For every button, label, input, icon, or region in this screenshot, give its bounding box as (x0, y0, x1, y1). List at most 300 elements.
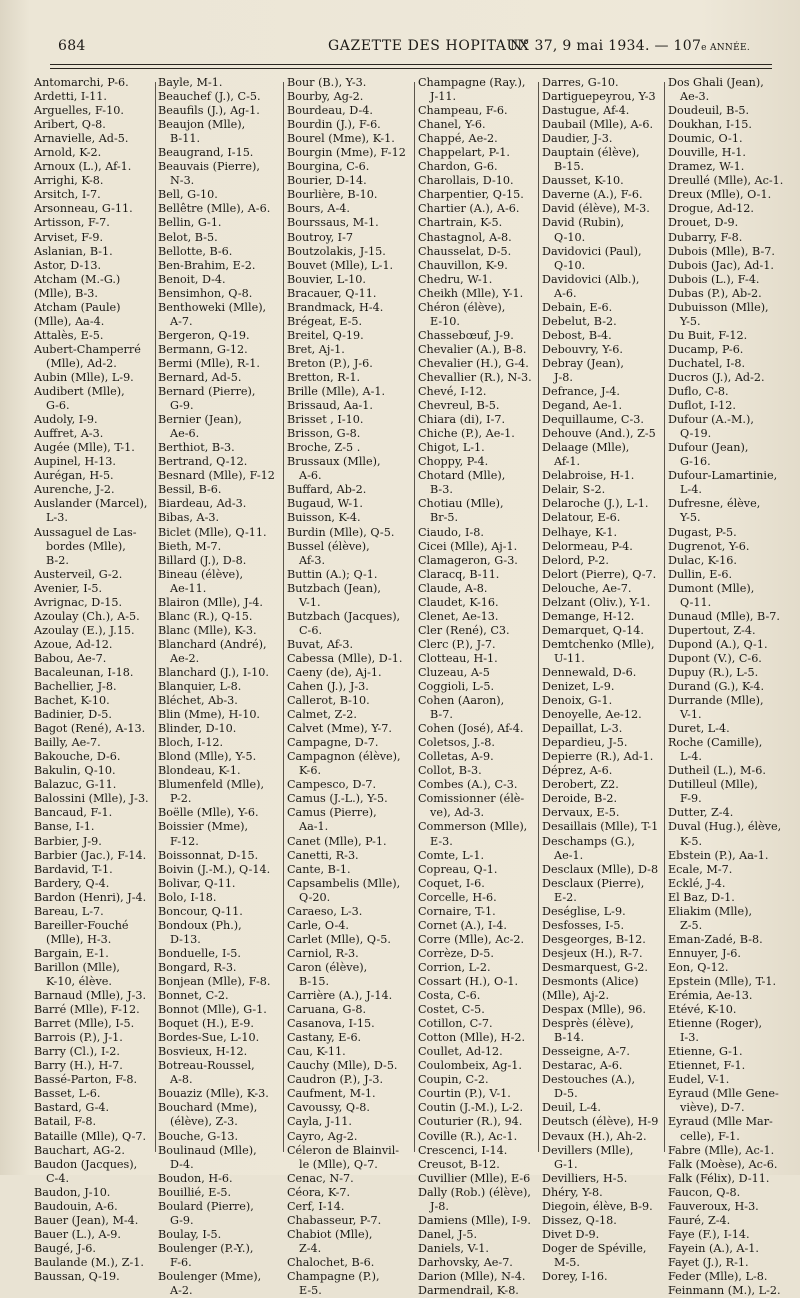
index-entry: Cluzeau, A-5 (418, 665, 490, 679)
index-entry: Brussaux (Mlle), (287, 455, 381, 469)
index-entry: Cante, B-1. (287, 862, 351, 876)
index-entry: Desjeux (H.), R-7. (542, 946, 643, 960)
index-entry: Deséglise, L-9. (542, 904, 626, 918)
index-entry: Choppy, P-4. (418, 455, 489, 469)
index-entry: (Mlle), H-3. (46, 932, 112, 946)
index-entry: Céleron de Blainvil- (287, 1143, 400, 1157)
index-entry: Atcham (M.-G.) (34, 272, 121, 286)
index-entry: Bouaziz (Mlle), K-3. (158, 1087, 269, 1101)
index-entry: Chauvillon, K-9. (418, 258, 508, 272)
index-entry: Bourby, Ag-2. (287, 90, 364, 104)
index-column-1 (34, 76, 152, 1283)
index-entry: Carrière (A.), J-14. (287, 989, 393, 1003)
index-entry: Dupont (V.), C-6. (668, 651, 762, 665)
index-entry: Blanc (R.), Q-15. (158, 609, 253, 623)
index-entry: Bell, G-10. (158, 188, 218, 202)
index-entry: Barbier, J-9. (34, 834, 102, 848)
index-entry: Faye (F.), I-14. (668, 1227, 750, 1241)
index-entry: Champagne (Ray.), (418, 76, 526, 89)
index-entry: Corcelle, H-6. (418, 890, 497, 904)
index-entry: Fauré, Z-4. (668, 1213, 731, 1227)
index-entry: Doudeuil, B-5. (668, 104, 750, 118)
index-entry: Bour (B.), Y-3. (287, 76, 367, 89)
index-entry: Castany, E-6. (287, 1031, 362, 1045)
index-entry: Y-5. (680, 511, 701, 525)
index-entry: Chevé, I-12. (418, 385, 487, 399)
index-entry: Campagnon (élève), (287, 750, 401, 764)
index-entry: Bonnot (Mlle), G-1. (158, 1003, 267, 1017)
index-entry: Dullin, E-6. (668, 567, 733, 581)
index-entry: Delzant (Oliv.), Y-1. (542, 595, 651, 609)
index-entry: P-2. (170, 792, 192, 806)
index-entry: Blumenfeld (Mlle), (158, 778, 265, 792)
index-entry: Brégeat, E-5. (287, 314, 363, 328)
index-entry: C-6. (299, 623, 323, 637)
index-entry: Eliakim (Mlle), (668, 904, 753, 918)
index-entry: Drogue, Ad-12. (668, 202, 754, 216)
index-entry: Cabessa (Mlle), D-1. (287, 651, 403, 665)
index-entry: Barry (Cl.), I-2. (34, 1045, 120, 1059)
index-entry: Dreullé (Mlle), Ac-1. (668, 174, 784, 188)
index-entry: Callerot, B-10. (287, 694, 370, 708)
index-entry: C-4. (46, 1171, 70, 1185)
index-entry: Debray (Jean), (542, 356, 624, 370)
index-entry: Dennewald, D-6. (542, 665, 637, 679)
index-entry: Depierre (R.), Ad-1. (542, 750, 654, 764)
index-entry: Buttin (A.); Q-1. (287, 567, 378, 581)
index-entry: Clerc (P.), J-7. (418, 637, 496, 651)
index-entry: Dulac, K-16. (668, 553, 737, 567)
index-entry: Aurégan, H-5. (34, 469, 114, 483)
index-entry: Corrèze, D-5. (418, 946, 494, 960)
index-entry: Blanquier, L-8. (158, 680, 242, 694)
index-entry: Cavoussy, Q-8. (287, 1101, 370, 1115)
index-entry: Bolo, I-18. (158, 890, 217, 904)
index-entry: Degand, Ae-1. (542, 399, 623, 413)
index-entry: Bastard, G-4. (34, 1101, 110, 1115)
index-entry: Augée (Mlle), T-1. (34, 441, 135, 455)
index-entry: Darion (Mlle), N-4. (418, 1269, 526, 1283)
index-entry: Buvat, Af-3. (287, 637, 354, 651)
index-entry: Ecklé, J-4. (668, 876, 726, 890)
index-entry: Belot, B-5. (158, 230, 218, 244)
index-entry: Butzbach (Jacques), (287, 609, 401, 623)
index-entry: G-9. (170, 399, 194, 413)
index-entry: Bauer (Jean), M-4. (34, 1213, 139, 1227)
index-entry: Bernard, Ad-5. (158, 370, 242, 384)
index-entry: Biardeau, Ad-3. (158, 497, 247, 511)
index-entry: Chiche (P.), Ae-1. (418, 427, 515, 441)
index-entry: Artisson, F-7. (34, 216, 110, 230)
index-entry: Beaufils (J.), Ag-1. (158, 104, 260, 118)
index-entry: Boulenger (P.-Y.), (158, 1241, 254, 1255)
index-entry: Z-5. (680, 918, 703, 932)
index-entry: Bardon (Henri), J-4. (34, 890, 147, 904)
index-entry: Casanova, I-15. (287, 1017, 375, 1031)
index-entry: Basset, L-6. (34, 1087, 101, 1101)
index-entry: Demarquet, Q-14. (542, 623, 644, 637)
index-entry: Bernier (Jean), (158, 413, 242, 427)
index-entry: Arsonneau, G-11. (34, 202, 133, 216)
index-entry: Combes (A.), C-3. (418, 778, 518, 792)
index-entry: Devillers (Mlle), (542, 1143, 634, 1157)
index-entry: Dos Ghali (Jean), (668, 76, 764, 89)
index-entry: Bléchet, Ab-3. (158, 694, 238, 708)
index-entry: Bret, Aj-1. (287, 342, 345, 356)
index-entry: Arnavielle, Ad-5. (34, 132, 129, 146)
index-entry: Davidovici (Paul), (542, 244, 642, 258)
index-entry: Déprez, A-6. (542, 764, 613, 778)
index-entry: Cauchy (Mlle), D-5. (287, 1059, 398, 1073)
index-entry: Bardavid, T-1. (34, 862, 113, 876)
index-entry: D-5. (554, 1087, 578, 1101)
index-entry: Ebstein (P.), Aa-1. (668, 848, 769, 862)
index-entry: Bourgina, C-6. (287, 160, 370, 174)
index-entry: ve), Ad-3. (430, 806, 485, 820)
index-entry: Eman-Zadé, B-8. (668, 932, 763, 946)
index-entry: Benoit, D-4. (158, 272, 226, 286)
index-entry: Damiens (Mlle), I-9. (418, 1213, 531, 1227)
index-entry: Boncour, Q-11. (158, 904, 243, 918)
index-entry: Q-19. (680, 427, 712, 441)
index-entry: Dubuisson (Mlle), (668, 300, 769, 314)
index-entry: D-4. (170, 1157, 194, 1171)
index-entry: Bassé-Parton, F-8. (34, 1073, 138, 1087)
index-entry: A-6. (554, 286, 577, 300)
index-entry: Baudouin, A-6. (34, 1199, 118, 1213)
issue-date: N° 37, 9 mai 1934. — 107 (509, 38, 702, 54)
index-entry: Cuvillier (Mlle), E-6 (418, 1171, 531, 1185)
index-entry: Davidovici (Alb.), (542, 272, 640, 286)
index-entry: F-6. (170, 1255, 192, 1269)
index-entry: Coville (R.), Ac-1. (418, 1129, 518, 1143)
index-entry: Faucon, Q-8. (668, 1185, 741, 1199)
index-entry: Daniels, V-1. (418, 1241, 489, 1255)
publication-title: GAZETTE DES HOPITAUX (328, 38, 530, 54)
index-entry: Dupuy (R.), L-5. (668, 665, 759, 679)
index-entry: Destarac, A-6. (542, 1059, 623, 1073)
index-entry: Z-4. (299, 1241, 322, 1255)
index-entry: Dugast, P-5. (668, 525, 737, 539)
index-entry: Champagne (P.), (287, 1269, 380, 1283)
index-entry: Douville, H-1. (668, 146, 746, 160)
index-entry: Bancaud, F-1. (34, 806, 113, 820)
index-entry: J-11. (430, 90, 457, 104)
index-entry: Costa, C-6. (418, 989, 481, 1003)
index-entry: L-4. (680, 750, 702, 764)
index-entry: Delhaye, K-1. (542, 525, 618, 539)
index-entry: Drouet, D-9. (668, 216, 739, 230)
index-entry: Danel, J-5. (418, 1227, 478, 1241)
index-entry: Q-10. (554, 258, 586, 272)
index-entry: Arguelles, F-10. (34, 104, 124, 118)
index-entry: Chedru, W-1. (418, 272, 493, 286)
index-entry: Atcham (Paule) (34, 300, 121, 314)
index-entry: Feinmann (M.), L-2. (668, 1284, 781, 1298)
column-separator (414, 82, 415, 1152)
index-entry: Arnold, K-2. (34, 146, 102, 160)
index-entry: Bayle, M-1. (158, 76, 223, 89)
index-entry: Bergeron, Q-19. (158, 328, 250, 342)
index-entry: Delair, S-2. (542, 483, 606, 497)
index-entry: Comissionner (élè- (418, 792, 525, 806)
index-entry: Coullet, Ad-12. (418, 1045, 503, 1059)
index-entry: Denizet, L-9. (542, 680, 615, 694)
index-entry: Breitel, Q-19. (287, 328, 364, 342)
index-entry: B-11. (170, 132, 201, 146)
index-entry: Bourgin (Mme), F-12 (287, 146, 406, 160)
index-entry: A-7. (170, 314, 193, 328)
index-entry: Ciaudo, I-8. (418, 525, 484, 539)
index-entry: Carle, O-4. (287, 918, 349, 932)
index-entry: Caeny (de), Aj-1. (287, 665, 382, 679)
index-entry: E-10. (430, 314, 460, 328)
index-entry: Bonnet, C-2. (158, 989, 229, 1003)
index-entry: Bouvier, L-10. (287, 272, 366, 286)
index-entry: Daubail (Mlle), A-6. (542, 118, 653, 132)
index-entry: Eudel, V-1. (668, 1073, 730, 1087)
index-entry: Boutroy, I-7 (287, 230, 354, 244)
index-entry: Bellotte, B-6. (158, 244, 233, 258)
index-entry: Blanc (Mlle), K-3. (158, 623, 257, 637)
index-entry: Duflot, I-12. (668, 399, 736, 413)
index-entry: Dramez, W-1. (668, 160, 745, 174)
index-entry: Babou, Ae-7. (34, 651, 107, 665)
index-entry: Cotillon, C-7. (418, 1017, 493, 1031)
index-entry: Bracauer, Q-11. (287, 286, 377, 300)
index-entry: Devilliers, H-5. (542, 1171, 628, 1185)
index-entry: Dauptain (élève), (542, 146, 640, 160)
index-entry: Chassebœuf, J-9. (418, 328, 514, 342)
index-entry: Clamageron, G-3. (418, 553, 518, 567)
index-entry: (élève), Z-3. (170, 1115, 238, 1129)
index-entry: Caron (élève), (287, 960, 368, 974)
index-entry: Boëlle (Mlle), Y-6. (158, 806, 259, 820)
index-entry: Bouchard (Mme), (158, 1101, 258, 1115)
index-entry: Broche, Z-5 . (287, 441, 361, 455)
index-entry: Desseigne, A-7. (542, 1045, 630, 1059)
index-entry: Chevreul, B-5. (418, 399, 500, 413)
index-entry: E-5. (299, 1284, 322, 1298)
index-entry: Balossini (Mlle), J-3. (34, 792, 149, 806)
index-entry: Buisson, K-4. (287, 511, 361, 525)
index-entry: Fayein (A.), A-1. (668, 1241, 759, 1255)
index-entry: Chevalier (H.), G-4. (418, 356, 529, 370)
index-entry: El Baz, D-1. (668, 890, 735, 904)
index-entry: Chartier (A.), A-6. (418, 202, 520, 216)
index-entry: Clotteau, H-1. (418, 651, 498, 665)
index-entry: Astor, D-13. (34, 258, 102, 272)
index-entry: Dupertout, Z-4. (668, 623, 756, 637)
index-entry: Arnoux (L.), Af-1. (34, 160, 132, 174)
index-entry: Cotton (Mlle), H-2. (418, 1031, 526, 1045)
index-entry: Boulay, I-5. (158, 1227, 222, 1241)
index-entry: Clenet, Ae-13. (418, 609, 499, 623)
index-entry: Caruana, G-8. (287, 1003, 367, 1017)
index-entry: David (élève), M-3. (542, 202, 650, 216)
index-entry: Batail, F-8. (34, 1115, 97, 1129)
index-entry: Bussel (élève), (287, 539, 370, 553)
index-entry: Baudon (Jacques), (34, 1157, 138, 1171)
index-entry: Charollais, D-10. (418, 174, 514, 188)
index-entry: Demange, H-12. (542, 609, 635, 623)
index-entry: Destouches (A.), (542, 1073, 636, 1087)
index-entry: Bongard, R-3. (158, 960, 237, 974)
index-entry: M-5. (554, 1255, 580, 1269)
index-entry: Billard (J.), D-8. (158, 553, 247, 567)
index-entry: Delort (Pierre), Q-7. (542, 567, 657, 581)
index-entry: Devaux (H.), Ah-2. (542, 1129, 647, 1143)
index-entry: Delatour, E-6. (542, 511, 621, 525)
index-entry: Bineau (élève), (158, 567, 244, 581)
index-entry: Bareau, L-7. (34, 904, 104, 918)
index-entry: Etienne (Roger), (668, 1017, 763, 1031)
index-entry: E-3. (430, 834, 453, 848)
index-entry: Avrignac, D-15. (34, 595, 123, 609)
index-entry: Baudon, J-10. (34, 1185, 111, 1199)
index-entry: Barry (H.), H-7. (34, 1059, 123, 1073)
index-entry: Brille (Mlle), A-1. (287, 385, 386, 399)
index-entry: Chanel, Y-6. (418, 118, 486, 132)
index-entry: G-9. (170, 1213, 194, 1227)
index-entry: Dehouve (And.), Z-5 (542, 427, 656, 441)
index-entry: Badinier, D-5. (34, 708, 112, 722)
index-entry: Bachellier, J-8. (34, 680, 117, 694)
index-entry: Dupond (A.), Q-1. (668, 637, 768, 651)
index-entry: Audoly, I-9. (34, 413, 98, 427)
index-entry: Dartiguepeyrou, Y-3 (542, 90, 656, 104)
index-entry: Dhéry, Y-8. (542, 1185, 603, 1199)
index-entry: Chiara (di), I-7. (418, 413, 506, 427)
index-entry: Ae-6. (170, 427, 200, 441)
index-entry: Bessil, B-6. (158, 483, 222, 497)
index-column-2 (158, 76, 280, 1298)
index-entry: Ardetti, I-11. (34, 90, 107, 104)
index-entry: Q-11. (680, 595, 712, 609)
index-entry: Falk (Moèse), Ac-6. (668, 1157, 778, 1171)
index-entry: Blanchard (André), (158, 637, 267, 651)
index-entry: Bonjean (Mlle), F-8. (158, 975, 271, 988)
index-entry: Ben-Brahim, E-2. (158, 258, 256, 272)
index-entry: Bourssaus, M-1. (287, 216, 379, 230)
index-entry: Boquet (H.), E-9. (158, 1017, 254, 1031)
index-entry: Dervaux, E-5. (542, 806, 620, 820)
index-entry: Barillon (Mlle), (34, 960, 120, 974)
index-entry: Depardieu, J-5. (542, 736, 628, 750)
index-entry: Chappelart, P-1. (418, 146, 510, 160)
index-entry: Comte, L-1. (418, 848, 485, 862)
index-entry: Etiennet, F-1. (668, 1059, 746, 1073)
index-entry: Chabiot (Mlle), (287, 1227, 373, 1241)
index-entry: Camus (Pierre), (287, 806, 377, 820)
index-entry: Fabre (Mlle), Ac-1. (668, 1143, 775, 1157)
index-entry: Austerveil, G-2. (34, 567, 123, 581)
index-entry: Cornet (A.), I-4. (418, 918, 507, 932)
index-entry: Copreau, Q-1. (418, 862, 498, 876)
index-entry: Cau, K-11. (287, 1045, 346, 1059)
index-entry: Aslanian, B-1. (34, 244, 113, 258)
index-entry: Bardery, Q-4. (34, 876, 110, 890)
index-entry: Bachet, K-10. (34, 694, 110, 708)
index-entry: Chotiau (Mlle), (418, 497, 504, 511)
index-entry: Q-20. (299, 890, 331, 904)
index-entry: Coggioli, L-5. (418, 680, 495, 694)
index-entry: Doumic, O-1. (668, 132, 743, 146)
index-column-4 (418, 76, 540, 1298)
index-entry: Bourier, D-14. (287, 174, 367, 188)
index-entry: Burdin (Mlle), Q-5. (287, 525, 395, 539)
index-entry: Erémia, Ae-13. (668, 989, 753, 1003)
index-entry: Chotard (Mlle), (418, 469, 506, 483)
index-entry: A-8. (170, 1073, 193, 1087)
index-entry: Desgeorges, B-12. (542, 932, 646, 946)
index-entry: Azoulay (Ch.), A-5. (34, 609, 140, 623)
index-entry: Beauchef (J.), C-5. (158, 90, 261, 104)
index-entry: Blond (Mlle), Y-5. (158, 750, 257, 764)
index-entry: E-2. (554, 890, 577, 904)
header-rule-top (50, 64, 772, 65)
index-entry: Ducros (J.), Ad-2. (668, 370, 765, 384)
index-entry: Debost, B-4. (542, 328, 612, 342)
index-entry: Etévé, K-10. (668, 1003, 737, 1017)
index-entry: Boutzolakis, J-15. (287, 244, 386, 258)
column-separator (664, 82, 665, 1152)
index-entry: K-6. (299, 764, 321, 778)
index-entry: A-6. (299, 469, 322, 483)
index-entry: Delaroche (J.), L-1. (542, 497, 649, 511)
index-entry: Bellin, G-1. (158, 216, 222, 230)
index-entry: Duval (Hug.), élève, (668, 820, 782, 834)
index-entry: Dutheil (L.), M-6. (668, 764, 766, 778)
index-entry: Aribert, Q-8. (34, 118, 106, 132)
index-entry: Camus (J.-L.), Y-5. (287, 792, 388, 806)
index-entry: Caufment, M-1. (287, 1087, 376, 1101)
index-entry: Claracq, B-11. (418, 567, 500, 581)
index-entry: Azoulay (E.), J.15. (34, 623, 135, 637)
page-number: 684 (58, 38, 86, 54)
index-entry: viève), D-7. (680, 1101, 745, 1115)
index-entry: Brissaud, Aa-1. (287, 399, 373, 413)
index-entry: Dufour-Lamartinie, (668, 469, 778, 483)
index-entry: Boulenger (Mme), (158, 1269, 262, 1283)
index-entry: Beaugrand, I-15. (158, 146, 254, 160)
index-entry: Dorey, I-16. (542, 1269, 608, 1283)
index-entry: Balazuc, G-11. (34, 778, 117, 792)
index-entry: Br-5. (430, 511, 459, 525)
index-entry: B-7. (430, 708, 453, 722)
index-entry: Dubarry, F-8. (668, 230, 743, 244)
index-entry: Dubois (Mlle), B-7. (668, 244, 775, 258)
index-entry: Avenier, I-5. (34, 581, 103, 595)
header-rule-bottom (50, 68, 772, 69)
index-entry: (Mlle), Aa-4. (34, 314, 105, 328)
index-entry: Bauer (L.), A-9. (34, 1227, 121, 1241)
index-entry: Cohen (Aaron), (418, 694, 505, 708)
index-entry: Ae-1. (554, 848, 584, 862)
index-entry: L-3. (46, 511, 68, 525)
index-entry: Bauchart, AG-2. (34, 1143, 125, 1157)
index-entry: celle), F-1. (680, 1129, 740, 1143)
index-entry: B-14. (554, 1031, 585, 1045)
index-entry: Chartrain, K-5. (418, 216, 503, 230)
index-entry: Desclaux (Mlle), D-8 (542, 862, 659, 876)
column-separator (538, 82, 539, 1152)
index-entry: Bagot (René), A-13. (34, 722, 146, 736)
index-entry: Bieth, M-7. (158, 539, 222, 553)
index-entry: Caudron (P.), J-3. (287, 1073, 384, 1087)
index-entry: Desmarquest, G-2. (542, 960, 648, 974)
index-entry: D-13. (170, 932, 201, 946)
